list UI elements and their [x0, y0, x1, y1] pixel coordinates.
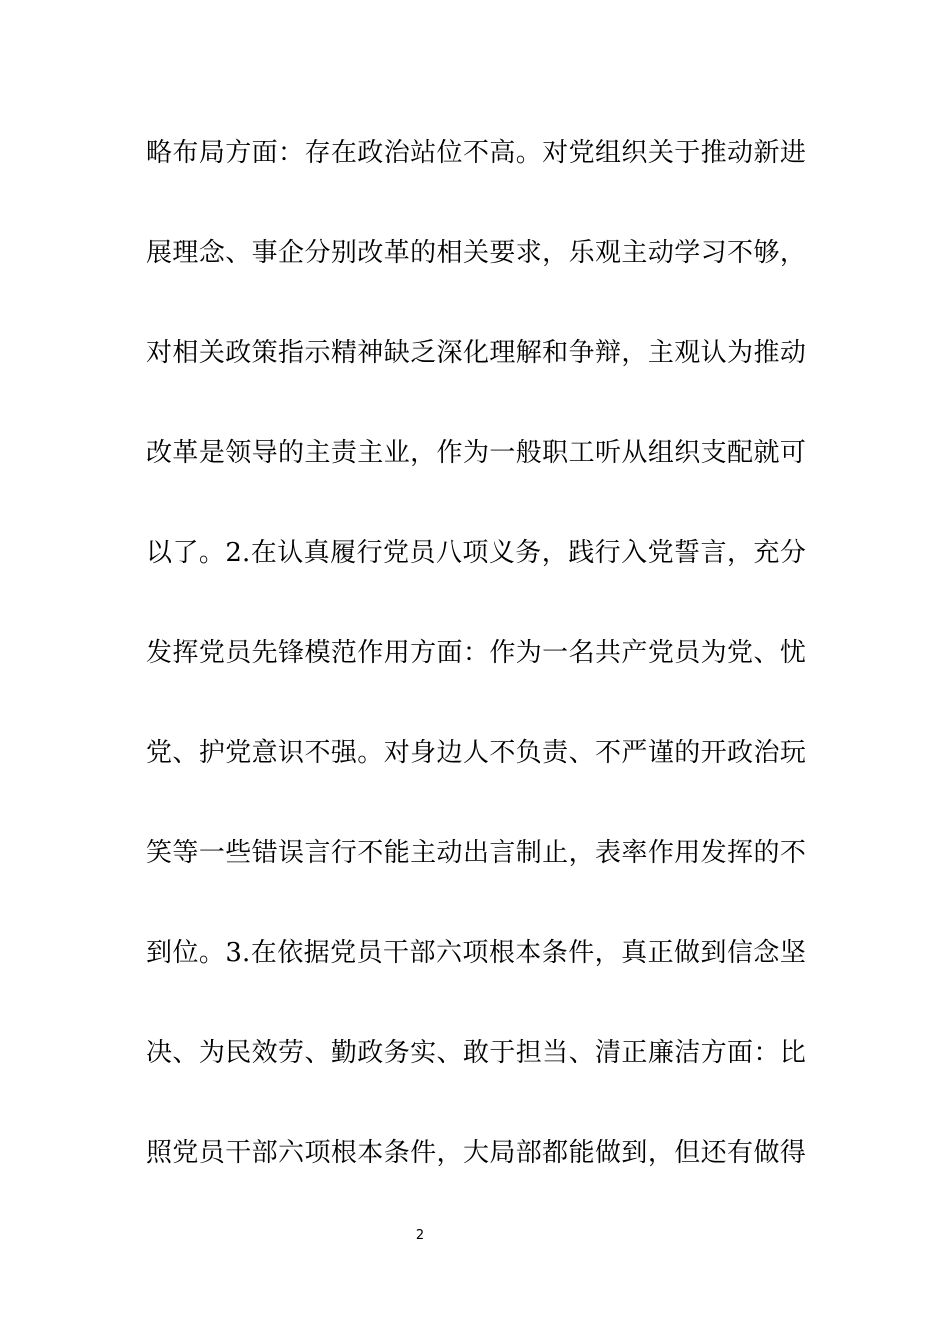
text-line: 以了。2.在认真履行党员八项义务，践行入党誓言，充分 [146, 538, 806, 568]
text-line: 到位。3.在依据党员干部六项根本条件，真正做到信念坚 [146, 938, 806, 968]
page-number: 2 [415, 1228, 425, 1243]
text-line: 笑等一些错误言行不能主动出言制止，表率作用发挥的不 [146, 838, 806, 868]
text-line: 党、护党意识不强。对身边人不负责、不严谨的开政治玩 [146, 738, 806, 768]
text-line: 略布局方面：存在政治站位不高。对党组织关于推动新进 [146, 138, 806, 168]
text-line: 发挥党员先锋模范作用方面：作为一名共产党员为党、忧 [146, 638, 806, 668]
text-line: 照党员干部六项根本条件，大局部都能做到，但还有做得 [146, 1138, 806, 1168]
text-line: 改革是领导的主责主业，作为一般职工听从组织支配就可 [146, 438, 806, 468]
text-line: 决、为民效劳、勤政务实、敢于担当、清正廉洁方面：比 [146, 1038, 806, 1068]
text-line: 展理念、事企分别改革的相关要求，乐观主动学习不够， [146, 238, 806, 268]
text-line: 对相关政策指示精神缺乏深化理解和争辩，主观认为推动 [146, 338, 806, 368]
body-text [146, 128, 806, 1228]
